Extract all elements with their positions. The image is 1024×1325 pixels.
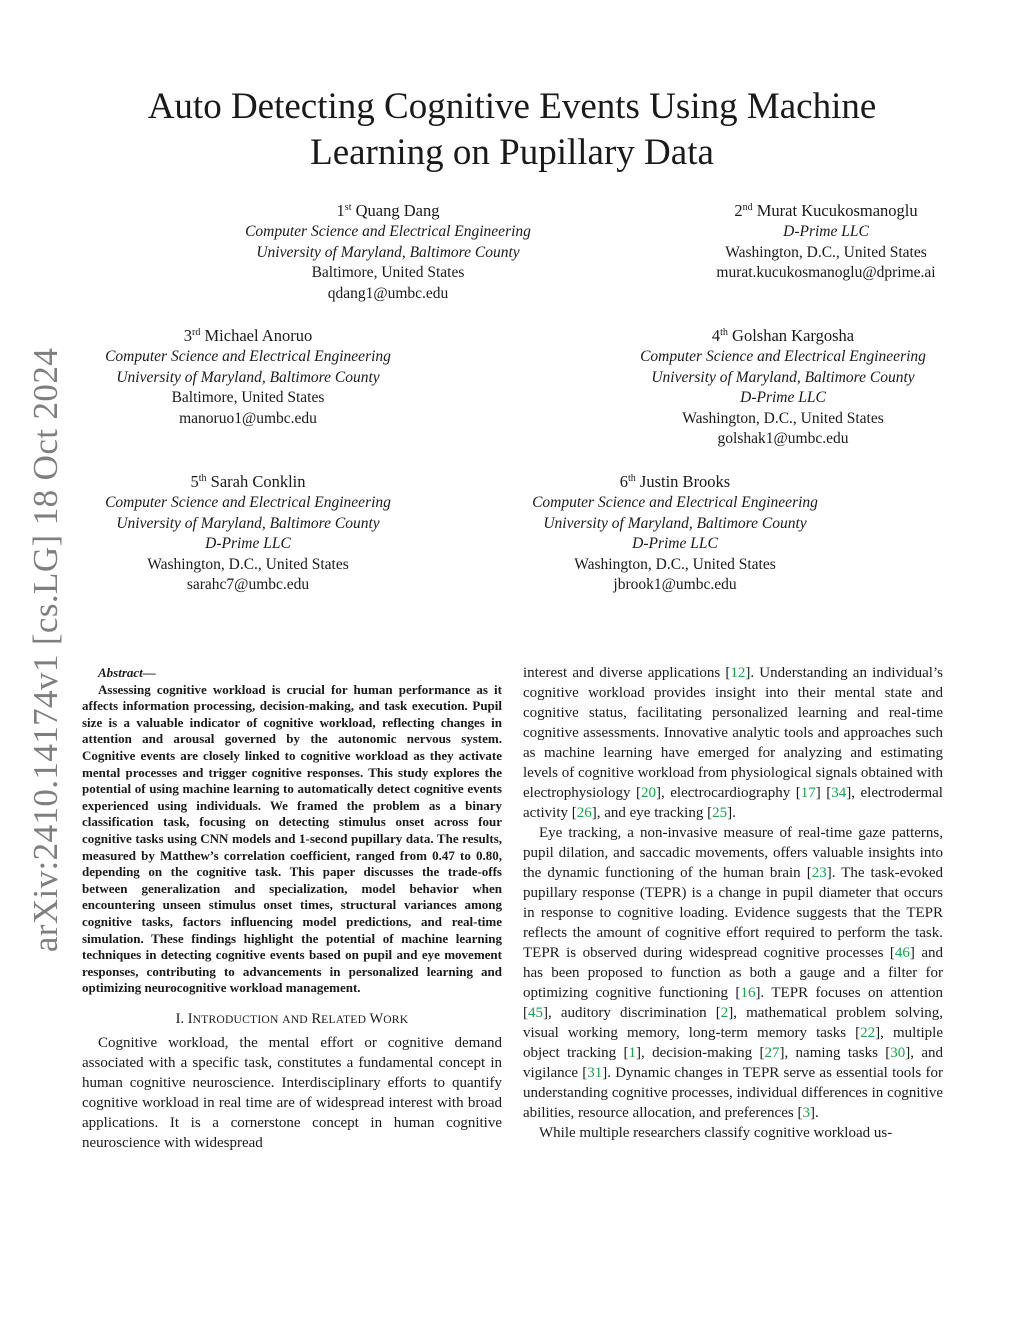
citation-link[interactable]: 46: [894, 945, 910, 961]
citation-link[interactable]: 34: [831, 785, 847, 801]
author-university: University of Maryland, Baltimore County: [116, 368, 380, 386]
title-line-2: Learning on Pupillary Data: [310, 132, 714, 173]
abstract-label: Abstract—: [98, 665, 156, 680]
body-paragraph-3: While multiple researchers classify cognitive workload us-: [539, 1125, 893, 1141]
author-block-3: [60, 325, 436, 429]
body-paragraph-2: Eye tracking, a non-invasive measure of real-time gaze patterns, pupil dilation, and saccadic movements, offers valuable insights into the dynamic functioning of the human brain [23]. The task-evoked pupillary response (TEPR) is a change in pupil diameter that occurs in response to cognitive loading. Evidence suggests that the TEPR reflects the amount of cognitive effort required to perform the task. TEPR is observed during widespread cognitive processes [46] and has been proposed to function as both a gauge and a filter for optimizing cognitive functioning [16]. TEPR focuses on attention [45], auditory discrimination [2], mathematical problem solving, visual working memory, long-term memory tasks [22], multiple object tracking [1], decision-making [27], naming tasks [30], and vigilance [31]. Dynamic changes in TEPR serve as essential tools for understanding cognitive processes, individual differences in cognitive abilities, resource allocation, and preferences [3].: [523, 825, 944, 1121]
author-block-6: [487, 471, 863, 596]
author-department: Computer Science and Electrical Engineering: [532, 494, 818, 511]
citation-link[interactable]: 17: [800, 785, 816, 801]
author-email[interactable]: jbrook1@umbc.edu: [613, 576, 737, 593]
author-department: Computer Science and Electrical Engineering: [640, 348, 926, 365]
author-name: 2nd Murat Kucukosmanoglu: [734, 201, 918, 220]
citation-link[interactable]: 22: [860, 1025, 876, 1041]
citation-link[interactable]: 1: [628, 1045, 637, 1061]
citation-link[interactable]: 23: [811, 865, 827, 881]
author-affiliation: D-Prime LLC: [783, 223, 869, 240]
author-university: University of Maryland, Baltimore County: [116, 514, 380, 532]
citation-link[interactable]: 2: [720, 1005, 729, 1021]
citation-link[interactable]: 3: [802, 1105, 810, 1121]
author-university: University of Maryland, Baltimore County: [256, 243, 520, 261]
citation-link[interactable]: 26: [576, 805, 592, 821]
author-email[interactable]: qdang1@umbc.edu: [327, 284, 449, 302]
author-location: Washington, D.C., United States: [147, 555, 349, 573]
author-university: University of Maryland, Baltimore County: [543, 514, 807, 532]
author-name: 3rd Michael Anoruo: [183, 326, 313, 345]
author-name: 4th Golshan Kargosha: [711, 326, 855, 345]
citation-link[interactable]: 12: [730, 665, 746, 681]
author-location: Baltimore, United States: [171, 389, 325, 406]
author-location: Washington, D.C., United States: [725, 243, 927, 261]
author-email[interactable]: manoruo1@umbc.edu: [179, 409, 317, 427]
author-email[interactable]: sarahc7@umbc.edu: [186, 576, 310, 593]
author-location: Baltimore, United States: [311, 264, 465, 281]
citation-link[interactable]: 25: [712, 805, 728, 821]
title-line-1: Auto Detecting Cognitive Events Using Machine: [147, 86, 877, 127]
abstract-text: Assessing cognitive workload is crucial for human performance as it affects information processing, decision-making, and task execution. Pupil size is a valuable indicator of cognitive workload, reflecting changes in attention and arousal governed by the autonomic nervous system. Cognitive events are closely linked to cognitive workload as they activate mental processes and trigger cognitive responses. This study explores the potential of using machine learning to automatically detect cognitive events experienced using individuals. We framed the problem as a binary classification task, focusing on detecting stimulus onset across four cognitive tasks using CNN models and 1-second pupillary data. The results, measured by Matthew’s correlation coefficient, ranged from 0.47 to 0.80, depending on the cognitive task. This paper discusses the trade-offs between generalization and specialization, model behavior when encountering unseen stimulus onset times, structural variances among cognitive tasks, factors influencing model predictions, and real-time simulation. These findings highlight the potential of machine learning techniques in detecting cognitive events based on pupil and eye movement responses, contributing to advancements in personalized learning and optimizing neurocognitive workload management.: [82, 681, 502, 996]
author-name: 1st Quang Dang: [336, 201, 440, 220]
body-paragraph-1: interest and diverse applications [12]. Understanding an individual’s cognitive workload provides insight into their mental state and cognitive status, facilitating personalized learning and real-time cognitive assessments. Innovative analytic tools and approaches such as machine learning have emerged for analyzing and estimating levels of cognitive workload from physiological signals obtained with electrophysiology [20], electrocardiography [17] [34], electrodermal activity [26], and eye tracking [25].: [523, 665, 943, 821]
citation-link[interactable]: 45: [528, 1005, 543, 1021]
author-department: Computer Science and Electrical Engineering: [105, 348, 391, 365]
author-block-4: [595, 325, 971, 450]
citation-link[interactable]: 20: [641, 785, 656, 801]
author-block-1: [200, 200, 576, 304]
author-location: Washington, D.C., United States: [682, 409, 884, 427]
author-department: Computer Science and Electrical Engineering: [105, 494, 391, 511]
author-company: D-Prime LLC: [740, 389, 826, 406]
citation-link[interactable]: 30: [890, 1045, 906, 1061]
intro-paragraph: Cognitive workload, the mental effort or cognitive demand associated with a specific task, constitutes a fundamental concept in human cognitive neuroscience. Interdisciplinary efforts to quantify cognitive workload in real time are of widespread interest with broad applications. It is a cornerstone concept in human cognitive neuroscience with widespread: [82, 1034, 502, 1151]
author-block-2: [676, 200, 976, 284]
paper-title: [0, 84, 1024, 176]
author-email[interactable]: golshak1@umbc.edu: [717, 430, 849, 447]
author-name: 6th Justin Brooks: [619, 472, 731, 491]
author-company: D-Prime LLC: [632, 535, 718, 552]
left-column: [82, 665, 502, 1153]
author-location: Washington, D.C., United States: [574, 555, 776, 573]
abstract: [82, 665, 502, 997]
author-company: D-Prime LLC: [205, 535, 291, 552]
arxiv-stamp-text: arXiv:2410.14174v1 [cs.LG] 18 Oct 2024: [26, 347, 65, 953]
citation-link[interactable]: 16: [740, 985, 756, 1001]
author-block-5: [60, 471, 436, 596]
citation-link[interactable]: 31: [587, 1065, 603, 1081]
author-university: University of Maryland, Baltimore County: [651, 368, 915, 386]
citation-link[interactable]: 27: [764, 1045, 780, 1061]
section-heading: I. INTRODUCTION AND RELATED WORK: [175, 1010, 409, 1027]
author-department: Computer Science and Electrical Engineering: [245, 223, 531, 240]
author-email[interactable]: murat.kucukosmanoglu@dprime.ai: [716, 264, 936, 281]
right-column: [523, 663, 943, 1143]
author-name: 5th Sarah Conklin: [190, 472, 306, 491]
